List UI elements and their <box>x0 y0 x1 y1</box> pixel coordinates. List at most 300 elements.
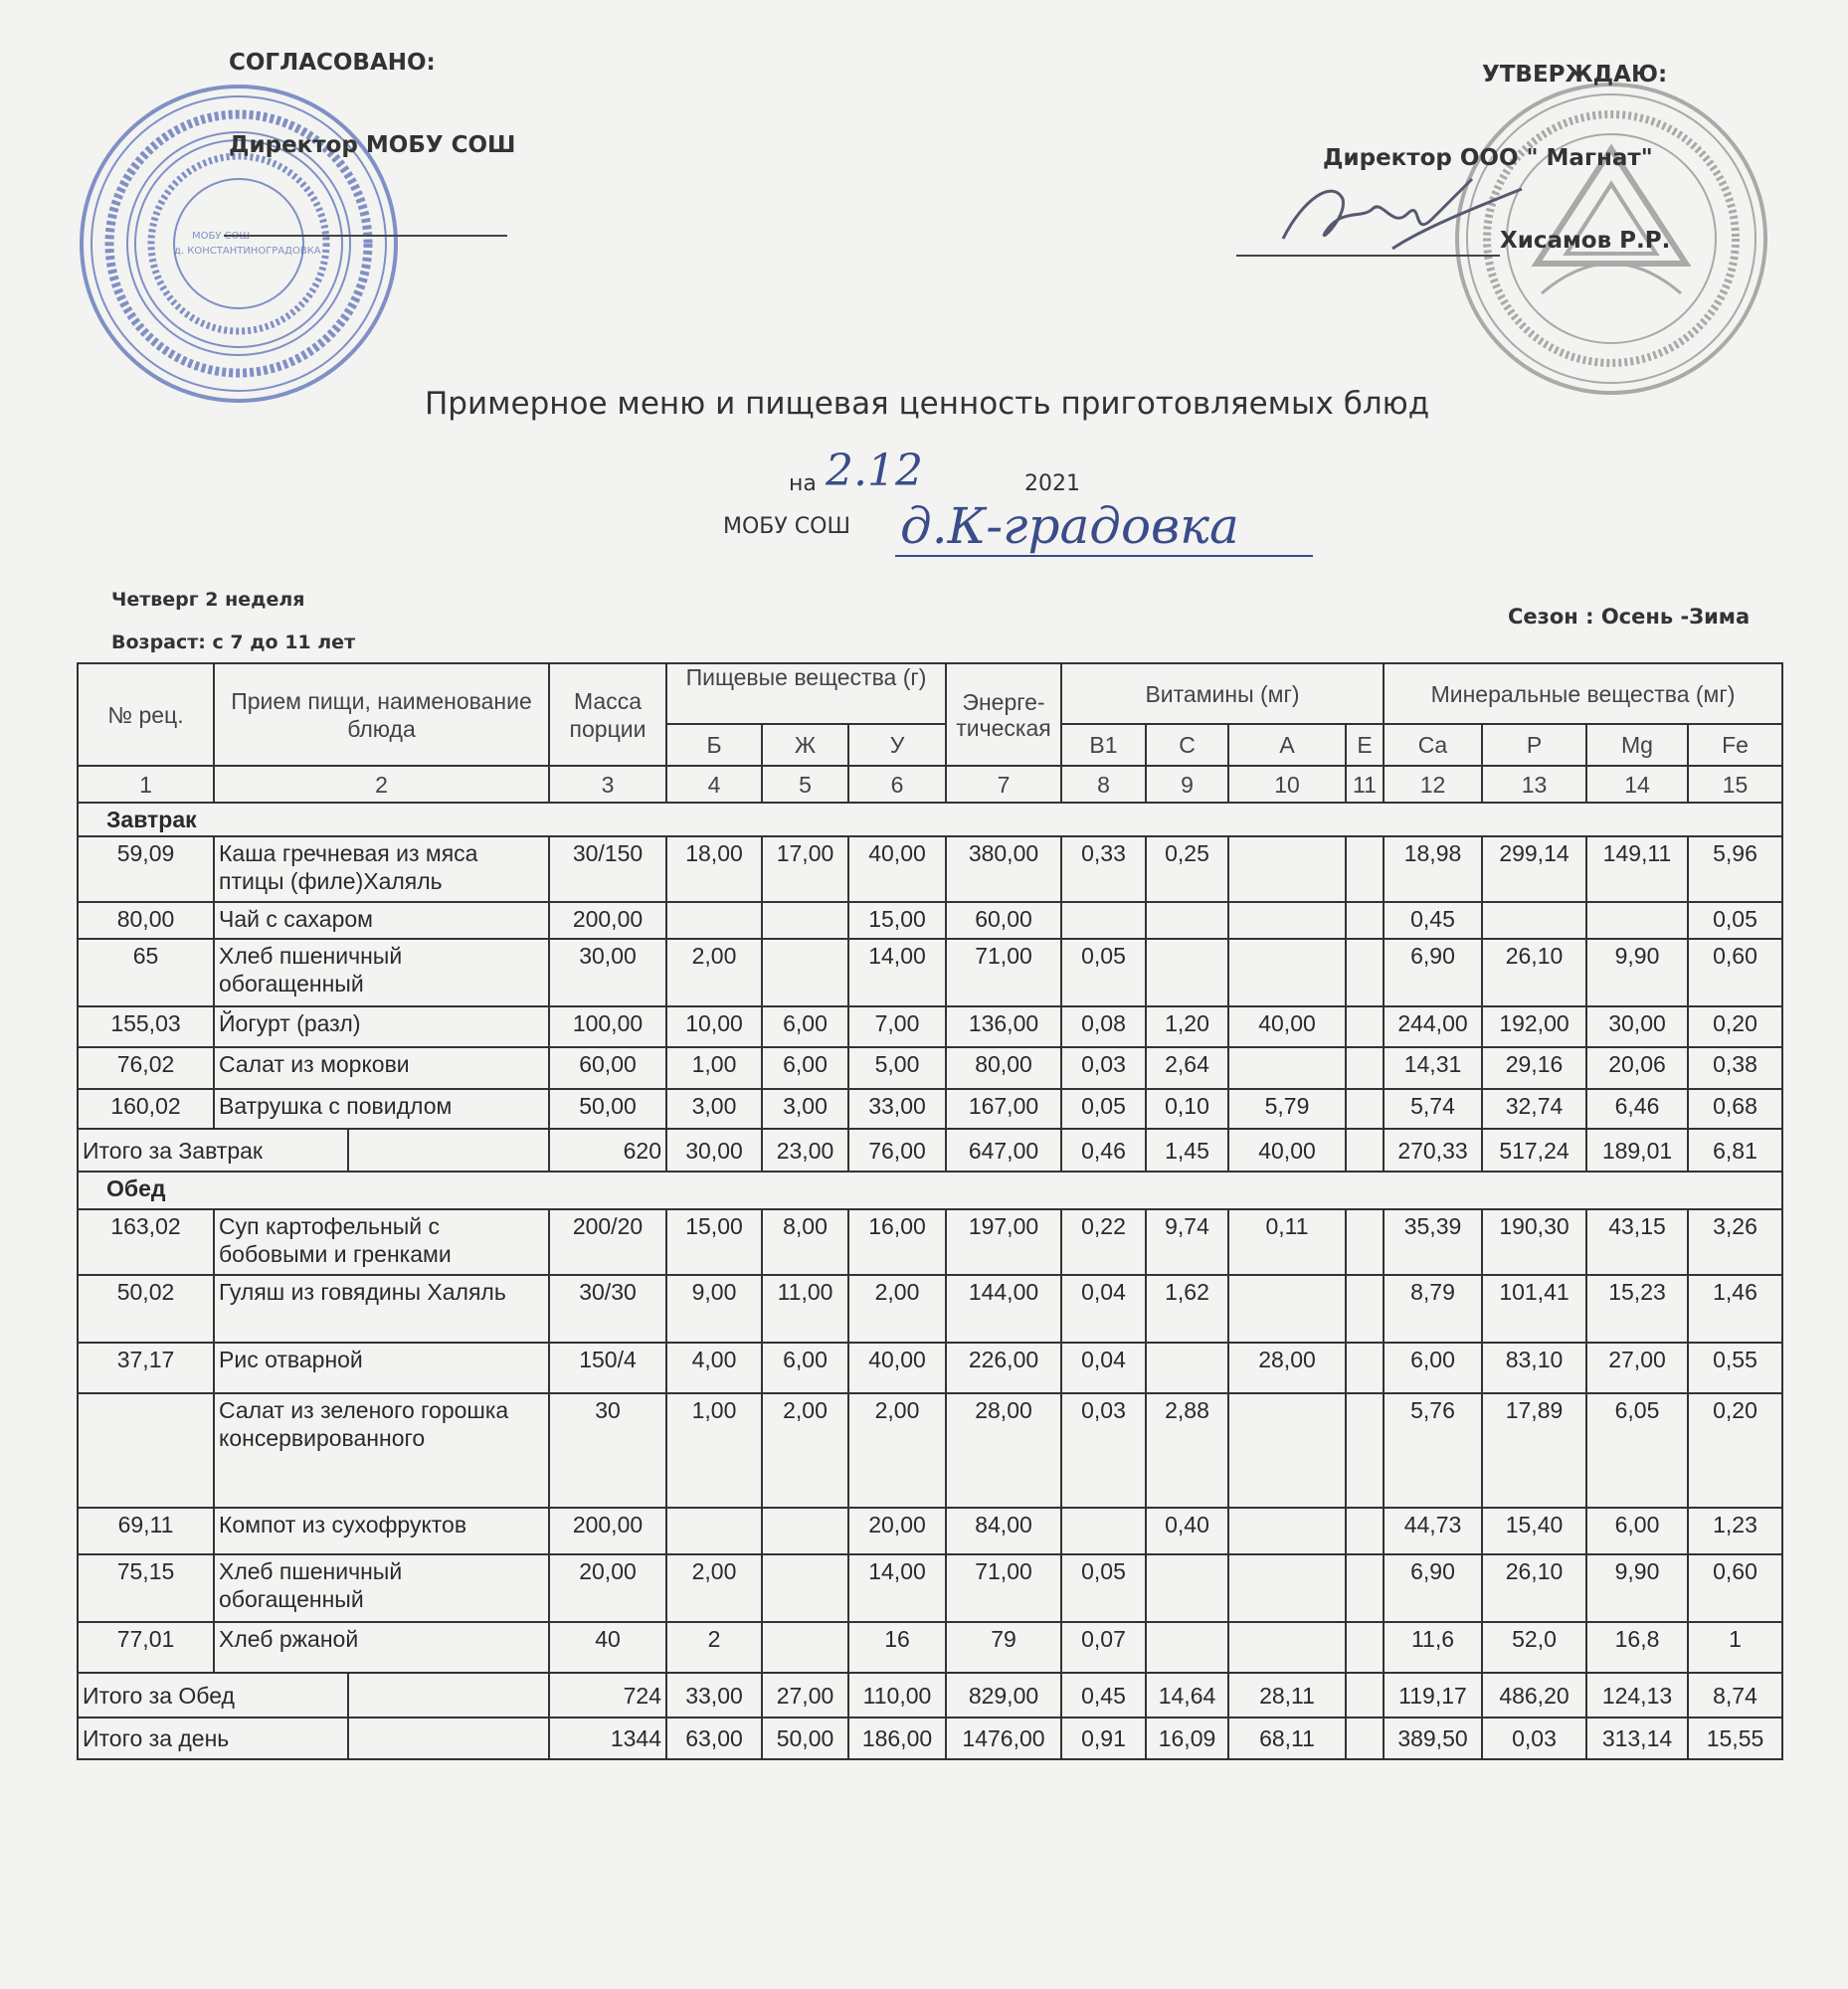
value-cell <box>762 902 848 939</box>
dish-row <box>78 1209 1782 1275</box>
value-cell: 0,03 <box>1061 1393 1146 1508</box>
value-cell: 30,00 <box>1586 1006 1688 1047</box>
column-number: 3 <box>549 766 666 803</box>
value-cell: 149,11 <box>1586 836 1688 902</box>
value-cell: 20,00 <box>549 1554 666 1622</box>
value-cell <box>1228 902 1346 939</box>
value-cell: 0,07 <box>1061 1622 1146 1673</box>
total-label: Итого за Завтрак <box>83 1137 263 1164</box>
value-cell: 0,05 <box>1061 1554 1146 1622</box>
value-cell: 18,98 <box>1384 836 1482 902</box>
total-cell: 50,00 <box>762 1718 848 1759</box>
header-rec-no: № рец. <box>78 663 214 766</box>
dish-row <box>78 1554 1782 1622</box>
season-label: Сезон : Осень -Зима <box>1508 605 1751 629</box>
value-cell: 26,10 <box>1482 939 1586 1006</box>
value-cell <box>1346 1275 1384 1343</box>
dish-name: Гуляш из говядины Халяль <box>214 1275 549 1343</box>
school-prefix: МОБУ СОШ <box>723 514 850 539</box>
value-cell: 0,33 <box>1061 836 1146 902</box>
value-cell: 0,25 <box>1146 836 1228 902</box>
total-cell: 1476,00 <box>946 1718 1061 1759</box>
column-number: 1 <box>78 766 214 803</box>
dish-name: Салат из зеленого горошка консервированного <box>214 1393 549 1508</box>
total-row <box>78 1673 1782 1718</box>
value-cell: 32,74 <box>1482 1089 1586 1129</box>
value-cell: 2,88 <box>1146 1393 1228 1508</box>
value-cell: 1 <box>1688 1622 1782 1673</box>
value-cell <box>1346 1508 1384 1554</box>
column-number: 4 <box>666 766 762 803</box>
dish-row <box>78 1622 1782 1673</box>
value-cell: 6,00 <box>762 1006 848 1047</box>
value-cell: 144,00 <box>946 1275 1061 1343</box>
value-cell <box>1228 1622 1346 1673</box>
value-cell: 5,96 <box>1688 836 1782 902</box>
value-cell: 200/20 <box>549 1209 666 1275</box>
dish-row <box>78 1508 1782 1554</box>
dish-name: Каша гречневая из мяса птицы (филе)Халяль <box>214 836 549 902</box>
total-mass: 724 <box>549 1673 666 1718</box>
value-cell: 80,00 <box>946 1047 1061 1089</box>
value-cell: 40,00 <box>848 836 946 902</box>
total-cell: 40,00 <box>1228 1129 1346 1172</box>
value-cell <box>1346 1047 1384 1089</box>
dish-name: Салат из моркови <box>214 1047 549 1089</box>
total-row <box>78 1718 1782 1759</box>
recipe-number: 69,11 <box>78 1508 214 1554</box>
value-cell <box>1228 836 1346 902</box>
total-cell: 6,81 <box>1688 1129 1782 1172</box>
total-cell: 33,00 <box>666 1673 762 1718</box>
header-nutrients: Пищевые вещества (г) <box>666 663 946 724</box>
total-cell: 186,00 <box>848 1718 946 1759</box>
section-row <box>78 803 1782 836</box>
value-cell: 35,39 <box>1384 1209 1482 1275</box>
recipe-number: 75,15 <box>78 1554 214 1622</box>
value-cell: 150/4 <box>549 1343 666 1393</box>
value-cell: 18,00 <box>666 836 762 902</box>
value-cell: 6,05 <box>1586 1393 1688 1508</box>
total-cell: 68,11 <box>1228 1718 1346 1759</box>
column-number: 13 <box>1482 766 1586 803</box>
agreed-heading: СОГЛАСОВАНО: <box>229 50 436 76</box>
value-cell: 30 <box>549 1393 666 1508</box>
age-label: Возраст: с 7 до 11 лет <box>111 632 356 653</box>
value-cell: 8,00 <box>762 1209 848 1275</box>
value-cell: 83,10 <box>1482 1343 1586 1393</box>
value-cell <box>762 939 848 1006</box>
value-cell: 15,40 <box>1482 1508 1586 1554</box>
value-cell: 28,00 <box>1228 1343 1346 1393</box>
recipe-number: 59,09 <box>78 836 214 902</box>
dish-row <box>78 1047 1782 1089</box>
total-cell: 313,14 <box>1586 1718 1688 1759</box>
value-cell: 0,55 <box>1688 1343 1782 1393</box>
school-underline <box>895 555 1313 557</box>
value-cell <box>1346 1393 1384 1508</box>
value-cell: 7,00 <box>848 1006 946 1047</box>
dish-row <box>78 902 1782 939</box>
dish-name: Суп картофельный с бобовыми и гренками <box>214 1209 549 1275</box>
total-cell: 28,11 <box>1228 1673 1346 1718</box>
total-cell: 30,00 <box>666 1129 762 1172</box>
value-cell <box>666 1508 762 1554</box>
value-cell: 15,23 <box>1586 1275 1688 1343</box>
total-cell: 189,01 <box>1586 1129 1688 1172</box>
recipe-number: 155,03 <box>78 1006 214 1047</box>
total-cell: 76,00 <box>848 1129 946 1172</box>
value-cell: 3,26 <box>1688 1209 1782 1275</box>
value-cell: 9,90 <box>1586 939 1688 1006</box>
value-cell: 0,05 <box>1061 1089 1146 1129</box>
value-cell: 29,16 <box>1482 1047 1586 1089</box>
recipe-number: 163,02 <box>78 1209 214 1275</box>
total-cell: 124,13 <box>1586 1673 1688 1718</box>
value-cell: 27,00 <box>1586 1343 1688 1393</box>
header-minerals: Минеральные вещества (мг) <box>1384 663 1782 724</box>
total-cell <box>1346 1718 1384 1759</box>
column-number: 10 <box>1228 766 1346 803</box>
value-cell: 20,06 <box>1586 1047 1688 1089</box>
value-cell: 0,05 <box>1688 902 1782 939</box>
dish-row <box>78 939 1782 1006</box>
column-number: 2 <box>214 766 549 803</box>
header-sub-e: E <box>1346 724 1384 766</box>
value-cell: 5,79 <box>1228 1089 1346 1129</box>
total-label: Итого за Обед <box>83 1682 235 1709</box>
value-cell: 28,00 <box>946 1393 1061 1508</box>
left-round-stamp <box>75 80 403 408</box>
header-sub-a: A <box>1228 724 1346 766</box>
svg-text:МОБУ СОШ: МОБУ СОШ <box>192 231 251 242</box>
value-cell: 0,20 <box>1688 1006 1782 1047</box>
header-sub-ca: Ca <box>1384 724 1482 766</box>
value-cell: 79 <box>946 1622 1061 1673</box>
value-cell: 1,46 <box>1688 1275 1782 1343</box>
total-row <box>78 1129 1782 1172</box>
value-cell <box>1346 1209 1384 1275</box>
value-cell <box>1228 1275 1346 1343</box>
value-cell: 0,40 <box>1146 1508 1228 1554</box>
total-cell: 16,09 <box>1146 1718 1228 1759</box>
value-cell: 0,68 <box>1688 1089 1782 1129</box>
value-cell: 2,00 <box>848 1275 946 1343</box>
total-label: Итого за день <box>83 1725 230 1751</box>
total-cell: 389,50 <box>1384 1718 1482 1759</box>
right-director-name: Хисамов Р.Р. <box>1500 228 1671 254</box>
document-title: Примерное меню и пищевая ценность приготовляемых блюд <box>425 386 1430 422</box>
left-director-position: Директор МОБУ СОШ <box>229 132 516 158</box>
value-cell: 4,00 <box>666 1343 762 1393</box>
value-cell: 6,00 <box>762 1343 848 1393</box>
dish-row <box>78 1275 1782 1343</box>
right-director-position: Директор ООО " Магнат" <box>1323 145 1653 171</box>
value-cell: 167,00 <box>946 1089 1061 1129</box>
dish-name: Чай с сахаром <box>214 902 549 939</box>
value-cell: 40,00 <box>848 1343 946 1393</box>
value-cell <box>1346 1622 1384 1673</box>
value-cell: 0,03 <box>1061 1047 1146 1089</box>
value-cell: 1,00 <box>666 1393 762 1508</box>
value-cell <box>1061 1508 1146 1554</box>
dish-name: Йогурт (разл) <box>214 1006 549 1047</box>
recipe-number: 77,01 <box>78 1622 214 1673</box>
value-cell: 2,00 <box>848 1393 946 1508</box>
dish-name: Рис отварной <box>214 1343 549 1393</box>
value-cell: 0,04 <box>1061 1275 1146 1343</box>
value-cell: 16,00 <box>848 1209 946 1275</box>
value-cell <box>1228 939 1346 1006</box>
value-cell: 11,00 <box>762 1275 848 1343</box>
header-sub-б: Б <box>666 724 762 766</box>
value-cell: 30,00 <box>549 939 666 1006</box>
value-cell <box>1228 1047 1346 1089</box>
value-cell: 26,10 <box>1482 1554 1586 1622</box>
total-cell <box>1346 1129 1384 1172</box>
value-cell <box>1061 902 1146 939</box>
value-cell <box>1346 902 1384 939</box>
total-cell: 1,45 <box>1146 1129 1228 1172</box>
header-sub-c: C <box>1146 724 1228 766</box>
value-cell <box>1228 1554 1346 1622</box>
value-cell: 6,00 <box>1586 1508 1688 1554</box>
value-cell: 50,00 <box>549 1089 666 1129</box>
value-cell <box>666 902 762 939</box>
value-cell: 0,22 <box>1061 1209 1146 1275</box>
value-cell: 0,38 <box>1688 1047 1782 1089</box>
menu-nutrition-table <box>77 662 1783 1760</box>
value-cell: 197,00 <box>946 1209 1061 1275</box>
value-cell: 71,00 <box>946 939 1061 1006</box>
total-cell: 829,00 <box>946 1673 1061 1718</box>
total-cell <box>1346 1673 1384 1718</box>
value-cell: 6,90 <box>1384 1554 1482 1622</box>
value-cell <box>1346 836 1384 902</box>
value-cell: 244,00 <box>1384 1006 1482 1047</box>
dish-name: Хлеб пшеничный обогащенный <box>214 1554 549 1622</box>
day-label: Четверг 2 неделя <box>111 589 305 611</box>
handwritten-school-name: д.К-градовка <box>900 497 1239 555</box>
column-number: 8 <box>1061 766 1146 803</box>
value-cell: 20,00 <box>848 1508 946 1554</box>
value-cell: 6,00 <box>1384 1343 1482 1393</box>
value-cell <box>1146 1343 1228 1393</box>
dish-name: Хлеб ржаной <box>214 1622 549 1673</box>
value-cell: 0,60 <box>1688 1554 1782 1622</box>
value-cell: 136,00 <box>946 1006 1061 1047</box>
header-sub-у: У <box>848 724 946 766</box>
value-cell: 30/150 <box>549 836 666 902</box>
value-cell: 9,90 <box>1586 1554 1688 1622</box>
value-cell: 1,20 <box>1146 1006 1228 1047</box>
dish-name: Ватрушка с повидлом <box>214 1089 549 1129</box>
dish-row <box>78 1006 1782 1047</box>
recipe-number: 160,02 <box>78 1089 214 1129</box>
date-prefix: на <box>789 471 817 496</box>
value-cell <box>1346 1089 1384 1129</box>
value-cell: 0,10 <box>1146 1089 1228 1129</box>
value-cell: 15,00 <box>848 902 946 939</box>
value-cell <box>762 1508 848 1554</box>
column-number: 7 <box>946 766 1061 803</box>
value-cell: 1,62 <box>1146 1275 1228 1343</box>
value-cell <box>1346 1343 1384 1393</box>
value-cell: 60,00 <box>946 902 1061 939</box>
dish-name: Хлеб пшеничный обогащенный <box>214 939 549 1006</box>
value-cell <box>1228 1508 1346 1554</box>
header-energy: Энерге-тическая <box>946 663 1061 766</box>
column-number: 11 <box>1346 766 1384 803</box>
svg-text:д. КОНСТАНТИНОГРАДОВКА: д. КОНСТАНТИНОГРАДОВКА <box>174 246 321 257</box>
value-cell: 16 <box>848 1622 946 1673</box>
value-cell <box>1146 902 1228 939</box>
column-number: 6 <box>848 766 946 803</box>
value-cell: 226,00 <box>946 1343 1061 1393</box>
value-cell: 60,00 <box>549 1047 666 1089</box>
value-cell: 16,8 <box>1586 1622 1688 1673</box>
left-signature-line <box>224 235 507 237</box>
section-title: Обед <box>78 1172 1782 1209</box>
value-cell: 6,90 <box>1384 939 1482 1006</box>
value-cell: 17,00 <box>762 836 848 902</box>
value-cell: 200,00 <box>549 902 666 939</box>
header-vitamins: Витамины (мг) <box>1061 663 1384 724</box>
value-cell: 5,74 <box>1384 1089 1482 1129</box>
total-cell: 647,00 <box>946 1129 1061 1172</box>
value-cell: 299,14 <box>1482 836 1586 902</box>
column-number: 9 <box>1146 766 1228 803</box>
value-cell: 6,46 <box>1586 1089 1688 1129</box>
value-cell: 0,20 <box>1688 1393 1782 1508</box>
header-sub-ж: Ж <box>762 724 848 766</box>
column-number: 12 <box>1384 766 1482 803</box>
recipe-number: 80,00 <box>78 902 214 939</box>
value-cell <box>1146 939 1228 1006</box>
value-cell <box>1346 939 1384 1006</box>
value-cell: 17,89 <box>1482 1393 1586 1508</box>
value-cell <box>762 1554 848 1622</box>
value-cell: 8,79 <box>1384 1275 1482 1343</box>
value-cell: 190,30 <box>1482 1209 1586 1275</box>
recipe-number: 50,02 <box>78 1275 214 1343</box>
recipe-number <box>78 1393 214 1508</box>
value-cell: 40 <box>549 1622 666 1673</box>
value-cell <box>1146 1554 1228 1622</box>
value-cell: 200,00 <box>549 1508 666 1554</box>
column-number: 14 <box>1586 766 1688 803</box>
value-cell: 33,00 <box>848 1089 946 1129</box>
section-row <box>78 1172 1782 1209</box>
value-cell: 0,04 <box>1061 1343 1146 1393</box>
total-cell: 110,00 <box>848 1673 946 1718</box>
value-cell: 100,00 <box>549 1006 666 1047</box>
value-cell <box>1346 1006 1384 1047</box>
value-cell: 10,00 <box>666 1006 762 1047</box>
value-cell: 2,64 <box>1146 1047 1228 1089</box>
value-cell: 380,00 <box>946 836 1061 902</box>
value-cell: 192,00 <box>1482 1006 1586 1047</box>
value-cell: 0,60 <box>1688 939 1782 1006</box>
approved-heading: УТВЕРЖДАЮ: <box>1482 62 1668 88</box>
total-cell: 8,74 <box>1688 1673 1782 1718</box>
handwritten-date: 2.12 <box>826 446 923 496</box>
value-cell: 2,00 <box>666 939 762 1006</box>
value-cell: 101,41 <box>1482 1275 1586 1343</box>
value-cell: 0,08 <box>1061 1006 1146 1047</box>
total-cell: 14,64 <box>1146 1673 1228 1718</box>
value-cell: 15,00 <box>666 1209 762 1275</box>
value-cell: 3,00 <box>762 1089 848 1129</box>
total-mass: 1344 <box>549 1718 666 1759</box>
value-cell: 11,6 <box>1384 1622 1482 1673</box>
value-cell: 1,23 <box>1688 1508 1782 1554</box>
header-sub-b1: B1 <box>1061 724 1146 766</box>
total-cell: 0,03 <box>1482 1718 1586 1759</box>
total-cell: 27,00 <box>762 1673 848 1718</box>
value-cell: 2,00 <box>666 1554 762 1622</box>
value-cell <box>1228 1393 1346 1508</box>
value-cell <box>762 1622 848 1673</box>
column-number: 5 <box>762 766 848 803</box>
value-cell: 71,00 <box>946 1554 1061 1622</box>
total-mass: 620 <box>549 1129 666 1172</box>
dish-name: Компот из сухофруктов <box>214 1508 549 1554</box>
value-cell <box>1346 1554 1384 1622</box>
header-dish: Прием пищи, наименование блюда <box>214 663 549 766</box>
dish-row <box>78 836 1782 902</box>
header-sub-p: P <box>1482 724 1586 766</box>
value-cell: 30/30 <box>549 1275 666 1343</box>
value-cell <box>1586 902 1688 939</box>
dish-row <box>78 1089 1782 1129</box>
total-cell: 15,55 <box>1688 1718 1782 1759</box>
header-sub-fe: Fe <box>1688 724 1782 766</box>
header-sub-mg: Mg <box>1586 724 1688 766</box>
value-cell: 5,00 <box>848 1047 946 1089</box>
value-cell: 0,11 <box>1228 1209 1346 1275</box>
column-number: 15 <box>1688 766 1782 803</box>
total-cell: 270,33 <box>1384 1129 1482 1172</box>
header-mass: Масса порции <box>549 663 666 766</box>
value-cell: 0,45 <box>1384 902 1482 939</box>
value-cell: 9,00 <box>666 1275 762 1343</box>
total-cell: 486,20 <box>1482 1673 1586 1718</box>
value-cell: 3,00 <box>666 1089 762 1129</box>
total-cell: 63,00 <box>666 1718 762 1759</box>
value-cell: 1,00 <box>666 1047 762 1089</box>
value-cell: 9,74 <box>1146 1209 1228 1275</box>
value-cell: 44,73 <box>1384 1508 1482 1554</box>
dish-row <box>78 1393 1782 1508</box>
value-cell: 43,15 <box>1586 1209 1688 1275</box>
value-cell: 14,00 <box>848 1554 946 1622</box>
recipe-number: 76,02 <box>78 1047 214 1089</box>
total-cell: 119,17 <box>1384 1673 1482 1718</box>
section-title: Завтрак <box>78 803 1782 836</box>
value-cell: 0,05 <box>1061 939 1146 1006</box>
value-cell: 14,00 <box>848 939 946 1006</box>
value-cell: 14,31 <box>1384 1047 1482 1089</box>
value-cell: 40,00 <box>1228 1006 1346 1047</box>
dish-row <box>78 1343 1782 1393</box>
value-cell: 84,00 <box>946 1508 1061 1554</box>
value-cell <box>1482 902 1586 939</box>
value-cell: 2 <box>666 1622 762 1673</box>
handwritten-signature <box>1273 159 1532 269</box>
total-cell: 0,91 <box>1061 1718 1146 1759</box>
value-cell: 5,76 <box>1384 1393 1482 1508</box>
